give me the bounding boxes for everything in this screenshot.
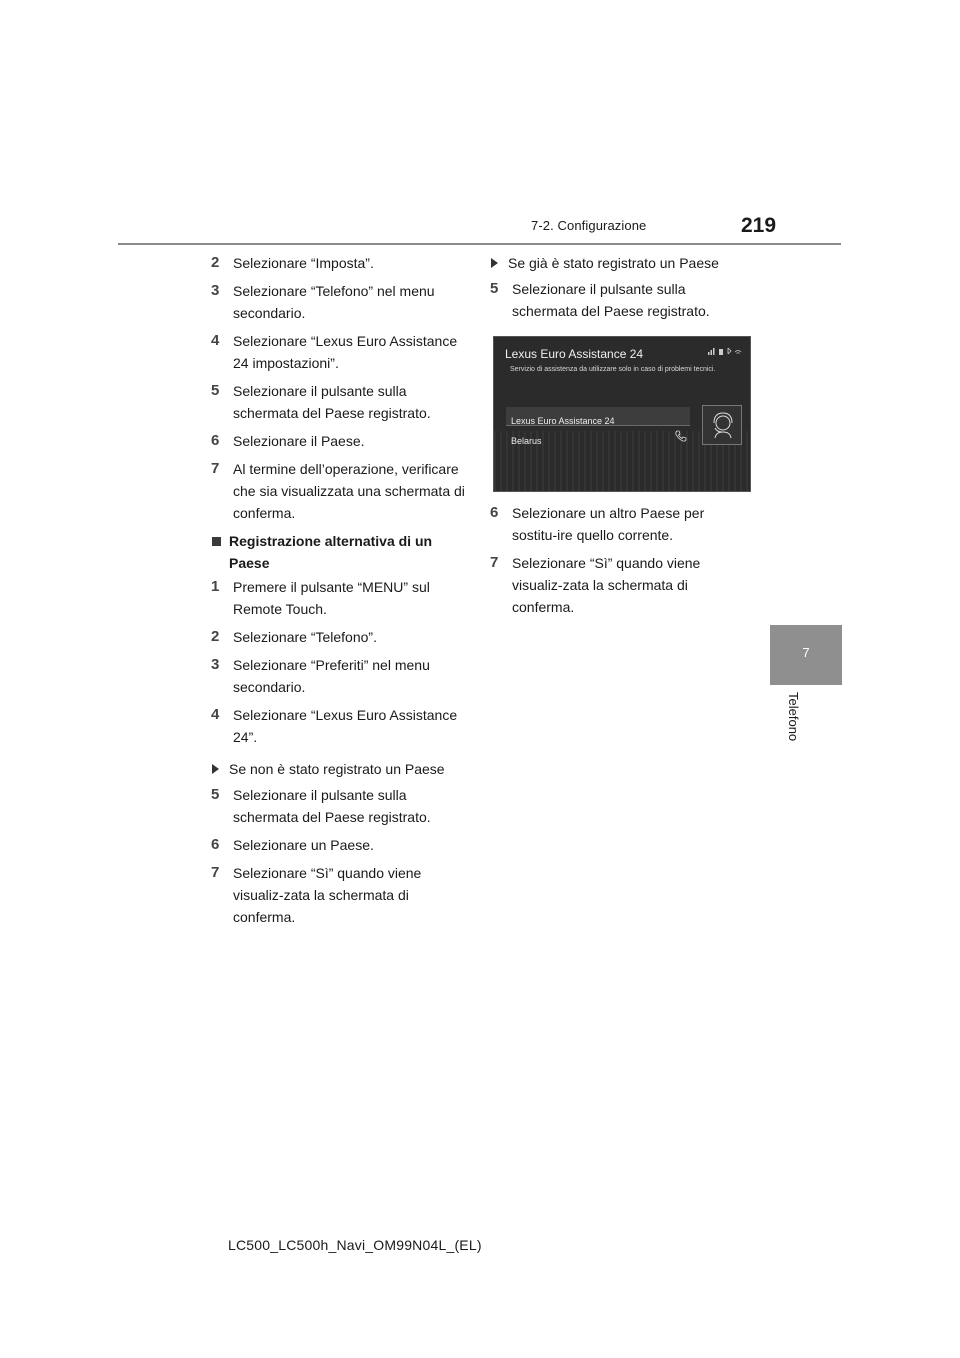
section-heading-text: Registrazione alternativa di un Paese: [229, 533, 433, 571]
condition-text: Se già è stato registrato un Paese: [508, 255, 719, 271]
step-number: 7: [211, 460, 220, 477]
step-item: [211, 576, 466, 620]
step-number: 4: [211, 706, 220, 723]
triangle-bullet-icon: [491, 258, 498, 268]
footer-document-code: LC500_LC500h_Navi_OM99N04L_(EL): [228, 1237, 482, 1253]
step-list-c: [211, 784, 466, 928]
step-text: Selezionare un altro Paese per sostitu-ire quello corrente.: [512, 505, 705, 543]
screen-list-item-country[interactable]: [506, 427, 690, 445]
step-text: Selezionare il pulsante sulla schermata del Paese registrato.: [512, 281, 710, 319]
headset-icon: [703, 406, 741, 444]
step-text: Selezionare “Sì” quando viene visualiz-zata la schermata di conferma.: [233, 865, 422, 925]
step-number: 2: [211, 628, 220, 645]
step-number: 7: [490, 554, 499, 571]
step-number: 5: [490, 280, 499, 297]
step-item: [211, 280, 466, 324]
step-item: [211, 862, 466, 928]
screen-list-item-label: Lexus Euro Assistance 24: [511, 416, 615, 426]
step-number: 3: [211, 282, 220, 299]
left-column: [211, 252, 466, 934]
step-item: [211, 626, 466, 648]
step-text: Selezionare “Telefono” nel menu secondario.: [233, 283, 435, 321]
step-item: [211, 430, 466, 452]
step-text: Selezionare un Paese.: [233, 837, 374, 853]
condition-heading: [490, 252, 752, 274]
phone-icon[interactable]: [674, 429, 688, 443]
step-text: Selezionare “Imposta”.: [233, 255, 374, 271]
signal-icon: [708, 347, 742, 355]
step-text: Selezionare “Lexus Euro Assistance 24”.: [233, 707, 458, 745]
step-number: 5: [211, 786, 220, 803]
chapter-tab: [770, 625, 842, 685]
step-text: Selezionare il Paese.: [233, 433, 365, 449]
step-item: [490, 552, 752, 618]
step-number: 6: [211, 432, 220, 449]
step-number: 5: [211, 382, 220, 399]
screen-description: Servizio di assistenza da utilizzare solo in caso di problemi tecnici.: [510, 366, 716, 373]
step-item: [211, 704, 466, 748]
screen-title: Lexus Euro Assistance 24: [505, 347, 644, 361]
step-text: Selezionare “Preferiti” nel menu secondario.: [233, 657, 430, 695]
step-list-b: [211, 576, 466, 748]
step-item: [211, 784, 466, 828]
step-item: [211, 380, 466, 424]
step-list-after-screen: [490, 502, 752, 618]
step-number: 3: [211, 656, 220, 673]
step-text: Selezionare il pulsante sulla schermata del Paese registrato.: [233, 383, 431, 421]
step-item: [211, 654, 466, 698]
condition-heading: [211, 758, 466, 780]
step-number: 6: [490, 504, 499, 521]
screen-list-item-service[interactable]: [506, 407, 690, 426]
triangle-bullet-icon: [212, 764, 219, 774]
right-column: [490, 252, 752, 624]
step-item: [211, 252, 466, 274]
screen-list-item-label: Belarus: [511, 436, 542, 446]
step-item: [211, 458, 466, 524]
assistance-operator-icon[interactable]: [702, 405, 742, 445]
step-number: 6: [211, 836, 220, 853]
step-number: 2: [211, 254, 220, 271]
header-section-title: 7-2. Configurazione: [531, 218, 647, 233]
chapter-tab-label: Telefono: [786, 692, 801, 742]
header-rule: [118, 243, 841, 245]
screenshot-lexus-euro-assistance: [493, 336, 751, 492]
step-item: [490, 502, 752, 546]
step-item: [211, 834, 466, 856]
step-item: [211, 330, 466, 374]
page-number: 219: [741, 214, 777, 237]
step-item: [490, 278, 752, 322]
step-text: Selezionare il pulsante sulla schermata del Paese registrato.: [233, 787, 431, 825]
step-number: 4: [211, 332, 220, 349]
status-icons: [708, 343, 742, 365]
chapter-tab-number: 7: [802, 645, 810, 660]
step-text: Selezionare “Sì” quando viene visualiz-zata la schermata di conferma.: [512, 555, 701, 615]
step-list-a: [211, 252, 466, 524]
step-number: 7: [211, 864, 220, 881]
square-bullet-icon: [212, 537, 221, 546]
condition-text: Se non è stato registrato un Paese: [229, 761, 445, 777]
section-heading: [211, 530, 466, 574]
step-text: Premere il pulsante “MENU” sul Remote Touch.: [233, 579, 430, 617]
step-text: Al termine dell’operazione, verificare che sia visualizzata una schermata di conferma.: [233, 461, 465, 521]
step-text: Selezionare “Lexus Euro Assistance 24 impostazioni”.: [233, 333, 458, 371]
step-text: Selezionare “Telefono”.: [233, 629, 377, 645]
step-number: 1: [211, 578, 220, 595]
